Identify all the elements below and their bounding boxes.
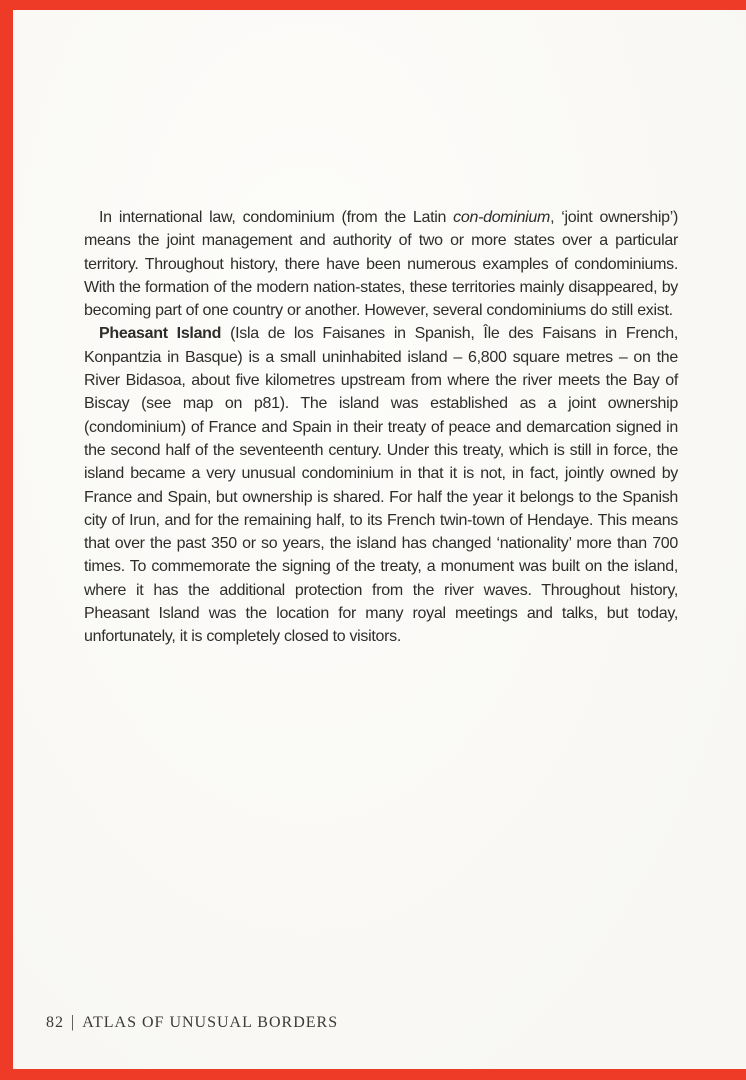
paragraph-2-text: (Isla de los Faisanes in Spanish, Île des Faisans in French, Konpantzia in Basque) is a small uninhabited island – 6,800 square metres – on the River Bidasoa, about five kilometres upstream from where the river meets the Bay of Biscay (see map on p81). The island was established as a joint ownership (condominium) of France and Spain in their treaty of peace and demarcation signed in the second half of the seventeenth century. Under this treaty, which is still in force, the island became a very unusual condominium in that it is not, in fact, jointly owned by France and Spain, but ownership is shared. For half the year it belongs to the Spanish city of Irun, and for the remaining half, to its French twin-town of Hendaye. This means that over the past 350 or so years, the island has changed ‘nationality’ more than 700 times. To commemorate the signing of the treaty, a monument was built on the island, where it has the additional protection from the river waves. Throughout history, Pheasant Island was the location for many royal meetings and talks, but today, unfortunately, it is completely closed to visitors. [84, 325, 678, 646]
footer-separator: | [71, 1013, 76, 1032]
paragraph-1-text: In international law, condominium (from the Latin [99, 209, 454, 226]
paragraph-1-text-continued: , ‘joint ownership’) means the joint management and authority of two or more states over a particular territory. Throughout history, there have been numerous examples of condominiums. With the formation of the modern nation-states, these territories mainly disappeared, by becoming part of one country or another. However, several condominiums do still exist. [84, 209, 678, 320]
page-paper [13, 10, 746, 1069]
paragraph-pheasant-island [84, 322, 678, 648]
running-footer [46, 1014, 338, 1032]
pheasant-island-bold-lead: Pheasant Island [99, 325, 222, 343]
book-title: ATLAS OF UNUSUAL BORDERS [82, 1014, 339, 1031]
body-text [84, 206, 678, 649]
latin-term-italic: con-dominium [453, 209, 551, 226]
page-number: 82 [46, 1014, 64, 1031]
paragraph-condominium [84, 206, 678, 322]
